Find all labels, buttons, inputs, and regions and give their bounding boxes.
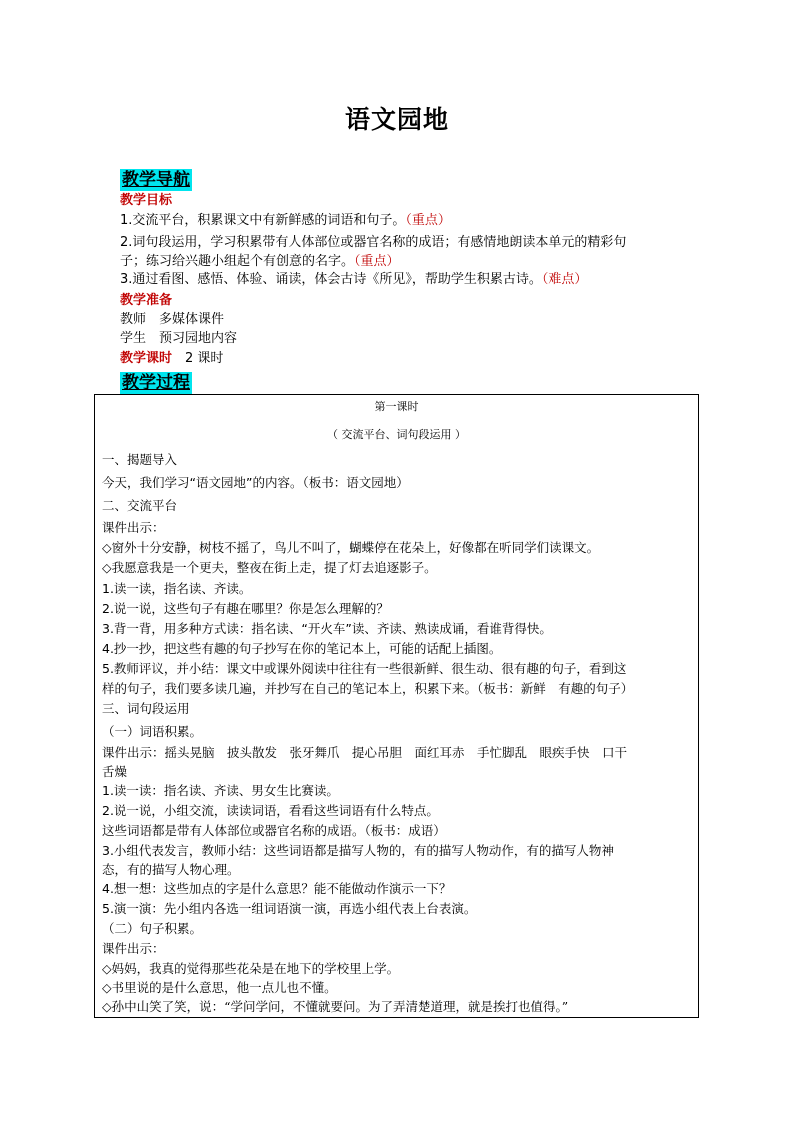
body-line: 5.教师评议，并小结：课文中或课外阅读中往往有一些很新鲜、很生动、很有趣的句子，看到这 — [102, 661, 627, 676]
body-line: 课件出示： — [102, 520, 165, 535]
body-line: ◇孙中山笑了笑，说：“学问学问，不懂就要问。为了弄清楚道理，就是挨打也值得。” — [102, 999, 569, 1014]
body-line: （二）句子积累。 — [102, 921, 203, 936]
body-line: 1.读一读，指名读、齐读。 — [102, 581, 252, 596]
body-line: 3.背一背，用多种方式读：指名读、“开火车”读、齐读、熟读成诵，看谁背得快。 — [102, 621, 552, 636]
body-line: 二、交流平台 — [102, 498, 178, 513]
lesson-title: 第一课时 — [374, 400, 419, 413]
body-line: ◇窗外十分安静，树枝不摇了，鸟儿不叫了，蝴蝶停在花朵上，好像都在听同学们读课文。 — [102, 540, 600, 555]
goal-2-line-1: 2.词句段运用，学习积累带有人体部位或器官名称的成语；有感情地朗读本单元的精彩句 — [120, 235, 627, 250]
body-line: 这些词语都是带有人体部位或器官名称的成语。（板书：成语） — [102, 823, 446, 838]
goal-1-text: 1.交流平台，积累课文中有新鲜感的词语和句子。 — [120, 213, 406, 228]
goal-3-tag: （难点） — [541, 272, 588, 287]
body-line: 态，有的描写人物心理。 — [102, 862, 240, 877]
body-line: 三、词句段运用 — [102, 701, 190, 716]
goal-2-text: 子；练习给兴趣小组起个有创意的名字。 — [120, 254, 355, 269]
body-line: 课件出示：摇头晃脑 披头散发 张牙舞爪 提心吊胆 面红耳赤 手忙脚乱 眼疾手快 口干 — [102, 745, 628, 760]
teaching-hours-label: 教学课时 — [120, 351, 173, 366]
teaching-goals-label: 教学目标 — [120, 193, 173, 208]
prep-teacher: 教师 多媒体课件 — [120, 312, 225, 327]
body-line: 今天，我们学习“语文园地”的内容。（板书：语文园地） — [102, 475, 409, 490]
page-title: 语文园地 — [344, 105, 449, 134]
lesson-subtitle: （ 交流平台、词句段运用 ） — [327, 428, 466, 441]
goal-1 — [120, 211, 451, 230]
prep-student: 学生 预习园地内容 — [120, 331, 238, 346]
body-line: （一）词语积累。 — [102, 724, 203, 739]
body-line: ◇我愿意我是一个更夫，整夜在街上走，提了灯去追逐影子。 — [102, 560, 437, 575]
body-line: 5.演一演：先小组内各选一组词语演一演，再选小组代表上台表演。 — [102, 901, 477, 916]
body-line: 4.想一想：这些加点的字是什么意思？能不能做动作演示一下？ — [102, 881, 452, 896]
body-line: ◇书里说的是什么意思，他一点儿也不懂。 — [102, 980, 337, 995]
teaching-navigation-heading: 教学导航 — [122, 170, 190, 190]
teaching-process-heading: 教学过程 — [122, 373, 190, 393]
body-line: 1.读一读：指名读、齐读、男女生比赛读。 — [102, 783, 339, 798]
body-line: 样的句子，我们要多读几遍，并抄写在自己的笔记本上，积累下来。（板书：新鲜 有趣的句子） — [102, 681, 634, 696]
goal-2-line-2 — [120, 252, 400, 271]
teaching-prep-label: 教学准备 — [120, 293, 173, 308]
body-line: 一、揭题导入 — [102, 452, 178, 467]
body-line: 2.说一说，小组交流，读读词语，看看这些词语有什么特点。 — [102, 803, 439, 818]
teaching-hours — [120, 349, 223, 368]
body-line: 课件出示： — [102, 941, 165, 956]
body-line: 3.小组代表发言，教师小结：这些词语都是描写人物的，有的描写人物动作，有的描写人物神 — [102, 843, 614, 858]
goal-2-tag: （重点） — [354, 254, 400, 269]
goal-1-tag: （重点） — [405, 213, 451, 228]
body-line: 2.说一说，这些句子有趣在哪里？你是怎么理解的？ — [102, 601, 389, 616]
goal-3 — [120, 270, 587, 289]
body-line: 4.抄一抄，把这些有趣的句子抄写在你的笔记本上，可能的话配上插图。 — [102, 641, 502, 656]
body-line: ◇妈妈，我真的觉得那些花朵是在地下的学校里上学。 — [102, 961, 400, 976]
goal-3-text: 3.通过看图、感悟、体验、诵读，体会古诗《所见》，帮助学生积累古诗。 — [120, 272, 542, 287]
teaching-hours-value: 2 课时 — [185, 351, 224, 366]
body-line: 舌燥 — [102, 764, 128, 779]
